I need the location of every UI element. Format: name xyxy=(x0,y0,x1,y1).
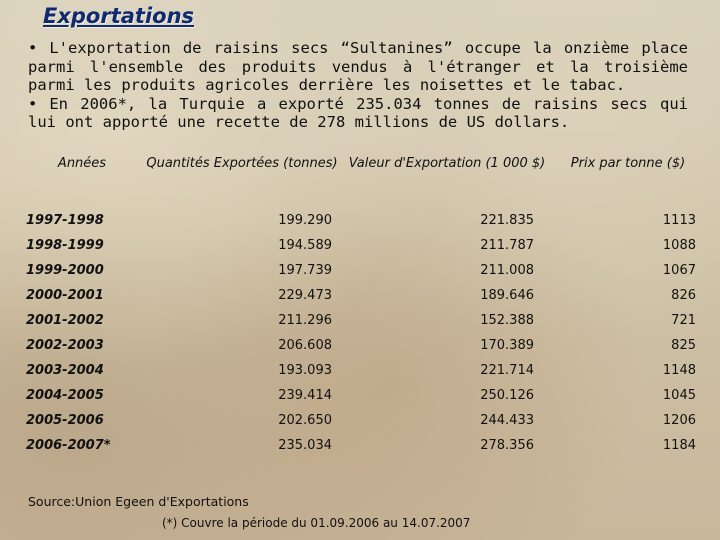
cell-value: 170.389 xyxy=(480,338,534,353)
export-table-container xyxy=(22,148,704,458)
bullet-list xyxy=(28,39,688,132)
table-row xyxy=(22,308,704,333)
cell-price: 1148 xyxy=(662,363,696,378)
cell-value: 211.787 xyxy=(480,238,534,253)
cell-value: 211.008 xyxy=(480,263,534,278)
header-value: Valeur d'Exportation (1 000 $) xyxy=(348,156,546,171)
cell-year: 2000-2001 xyxy=(26,288,104,303)
cell-value: 244.433 xyxy=(480,413,534,428)
cell-year: 1997-1998 xyxy=(26,213,104,228)
cell-value: 152.388 xyxy=(480,313,534,328)
source-note: Source:Union Egeen d'Exportations xyxy=(28,494,249,509)
period-footnote: (*) Couvre la période du 01.09.2006 au 14.07.2007 xyxy=(162,516,471,530)
cell-price: 1045 xyxy=(662,388,696,403)
bullet-text: L'exportation de raisins secs “Sultanines” occupe la onzième place parmi l'ensemble des produits vendus à l'étranger et la troisième parmi les produits agricoles derrière les noisettes et le tabac. xyxy=(28,39,688,94)
cell-price: 1184 xyxy=(662,438,696,453)
cell-quantity: 193.093 xyxy=(278,363,332,378)
table-row xyxy=(22,433,704,458)
cell-quantity: 229.473 xyxy=(278,288,332,303)
cell-year: 2006-2007* xyxy=(26,438,111,453)
cell-value: 221.714 xyxy=(480,363,534,378)
table-row xyxy=(22,383,704,408)
cell-value: 221.835 xyxy=(480,213,534,228)
cell-quantity: 194.589 xyxy=(278,238,332,253)
bullet-marker: • xyxy=(28,94,38,113)
cell-value: 278.356 xyxy=(480,438,534,453)
cell-year: 2005-2006 xyxy=(26,413,104,428)
cell-quantity: 202.650 xyxy=(278,413,332,428)
bullet-item xyxy=(28,39,688,95)
table-row xyxy=(22,358,704,383)
table-body xyxy=(22,208,704,458)
bullet-text: En 2006*, la Turquie a exporté 235.034 tonnes de raisins secs qui lui ont apporté une recette de 278 millions de US dollars. xyxy=(28,94,688,131)
cell-year: 1998-1999 xyxy=(26,238,104,253)
cell-year: 1999-2000 xyxy=(26,263,104,278)
cell-price: 825 xyxy=(671,338,696,353)
cell-price: 1067 xyxy=(662,263,696,278)
cell-price: 1088 xyxy=(662,238,696,253)
table-row xyxy=(22,333,704,358)
cell-year: 2002-2003 xyxy=(26,338,104,353)
table-row xyxy=(22,208,704,233)
cell-price: 826 xyxy=(671,288,696,303)
cell-year: 2001-2002 xyxy=(26,313,104,328)
table-row xyxy=(22,283,704,308)
header-price: Prix par tonne ($) xyxy=(570,156,686,171)
bullet-item xyxy=(28,95,688,132)
cell-value: 189.646 xyxy=(480,288,534,303)
table-header-row xyxy=(22,148,704,208)
slide-title: Exportations xyxy=(43,4,195,28)
table-row xyxy=(22,233,704,258)
cell-quantity: 235.034 xyxy=(278,438,332,453)
cell-quantity: 211.296 xyxy=(278,313,332,328)
cell-quantity: 197.739 xyxy=(278,263,332,278)
cell-year: 2003-2004 xyxy=(26,363,104,378)
header-years: Années xyxy=(57,156,107,171)
cell-price: 721 xyxy=(671,313,696,328)
cell-year: 2004-2005 xyxy=(26,388,104,403)
cell-price: 1206 xyxy=(662,413,696,428)
cell-quantity: 199.290 xyxy=(278,213,332,228)
cell-quantity: 206.608 xyxy=(278,338,332,353)
cell-value: 250.126 xyxy=(480,388,534,403)
table-row xyxy=(22,408,704,433)
cell-price: 1113 xyxy=(662,213,696,228)
table-row xyxy=(22,258,704,283)
header-quantity: Quantités Exportées (tonnes) xyxy=(146,156,338,171)
export-table xyxy=(22,148,704,458)
bullet-marker: • xyxy=(28,39,38,57)
cell-quantity: 239.414 xyxy=(278,388,332,403)
